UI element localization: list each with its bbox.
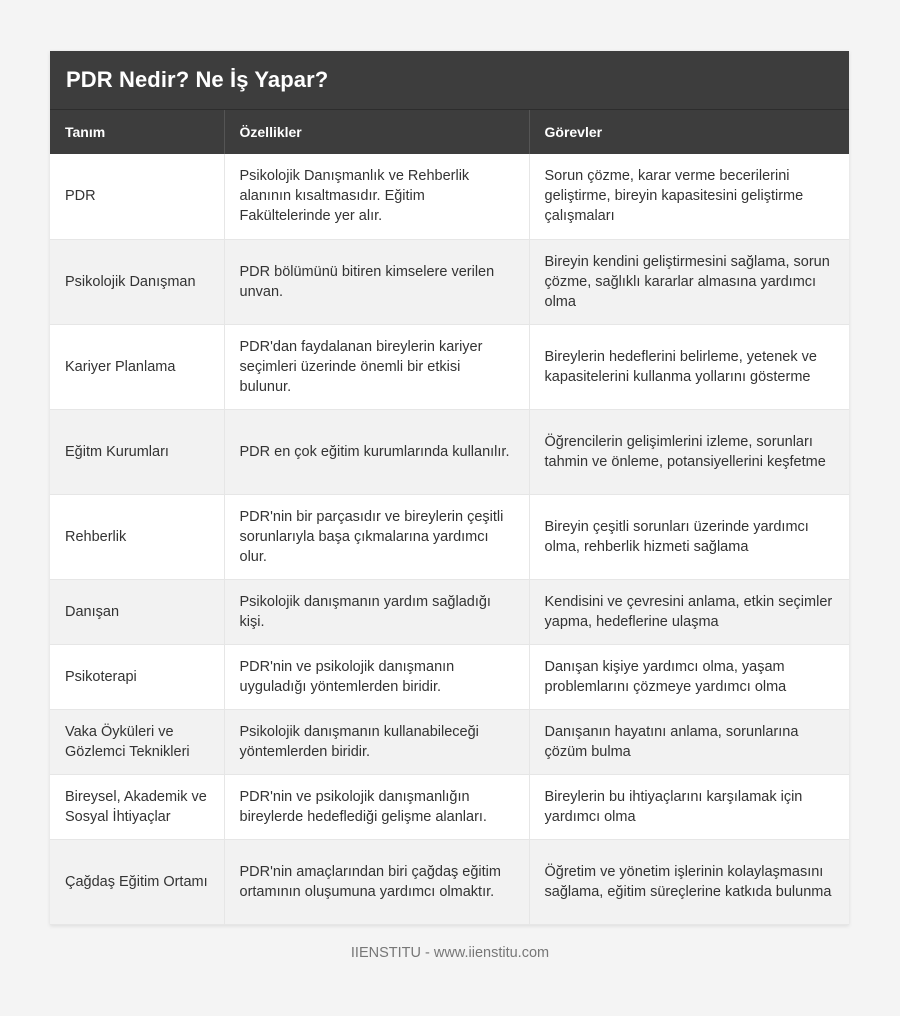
table-card (50, 51, 849, 925)
title-bar (50, 51, 849, 110)
cell-ozellikler: Psikolojik danışmanın yardım sağladığı kişi. (224, 579, 529, 644)
table-row (50, 579, 849, 644)
cell-gorevler: Danışan kişiye yardımcı olma, yaşam problemlarını çözmeye yardımcı olma (529, 644, 849, 709)
cell-tanim: Psikolojik Danışman (50, 239, 224, 324)
table-row (50, 409, 849, 494)
table-header-row (50, 110, 849, 154)
table-row (50, 774, 849, 839)
cell-ozellikler: PDR bölümünü bitiren kimselere verilen unvan. (224, 239, 529, 324)
cell-ozellikler: Psikolojik danışmanın kullanabileceği yöntemlerden biridir. (224, 709, 529, 774)
table-row (50, 644, 849, 709)
cell-gorevler: Sorun çözme, karar verme becerilerini geliştirme, bireyin kapasitesini geliştirme çalışmaları (529, 154, 849, 239)
cell-gorevler: Bireyin çeşitli sorunları üzerinde yardımcı olma, rehberlik hizmeti sağlama (529, 494, 849, 579)
table-row (50, 709, 849, 774)
cell-ozellikler: PDR en çok eğitim kurumlarında kullanılır. (224, 409, 529, 494)
cell-ozellikler: PDR'nin ve psikolojik danışmanlığın bireylerde hedeflediği gelişme alanları. (224, 774, 529, 839)
footer-credit: IIENSTITU - www.iienstitu.com (350, 945, 550, 961)
column-header-tanim: Tanım (50, 110, 224, 154)
cell-tanim: Vaka Öyküleri ve Gözlemci Teknikleri (50, 709, 224, 774)
table-row (50, 494, 849, 579)
data-table (50, 110, 849, 925)
cell-tanim: Çağdaş Eğitim Ortamı (50, 839, 224, 924)
cell-tanim: Danışan (50, 579, 224, 644)
table-row (50, 839, 849, 924)
cell-ozellikler: PDR'nin ve psikolojik danışmanın uyguladığı yöntemlerden biridir. (224, 644, 529, 709)
page-title: PDR Nedir? Ne İş Yapar? (66, 67, 329, 92)
cell-ozellikler: PDR'dan faydalanan bireylerin kariyer seçimleri üzerinde önemli bir etkisi bulunur. (224, 324, 529, 409)
cell-tanim: Rehberlik (50, 494, 224, 579)
cell-tanim: Kariyer Planlama (50, 324, 224, 409)
cell-gorevler: Öğretim ve yönetim işlerinin kolaylaşmasını sağlama, eğitim süreçlerine katkıda bulunma (529, 839, 849, 924)
cell-tanim: PDR (50, 154, 224, 239)
cell-ozellikler: PDR'nin bir parçasıdır ve bireylerin çeşitli sorunlarıyla başa çıkmalarına yardımcı olur. (224, 494, 529, 579)
cell-ozellikler: Psikolojik Danışmanlık ve Rehberlik alanının kısaltmasıdır. Eğitim Fakültelerinde yer alır. (224, 154, 529, 239)
cell-ozellikler: PDR'nin amaçlarından biri çağdaş eğitim ortamının oluşumuna yardımcı olmaktır. (224, 839, 529, 924)
table-row (50, 324, 849, 409)
column-header-gorevler: Görevler (529, 110, 849, 154)
cell-tanim: Eğitm Kurumları (50, 409, 224, 494)
cell-gorevler: Öğrencilerin gelişimlerini izleme, sorunları tahmin ve önleme, potansiyellerini keşfetme (529, 409, 849, 494)
cell-gorevler: Bireylerin hedeflerini belirleme, yetenek ve kapasitelerini kullanma yollarını gösterme (529, 324, 849, 409)
cell-gorevler: Bireylerin bu ihtiyaçlarını karşılamak için yardımcı olma (529, 774, 849, 839)
table-row (50, 239, 849, 324)
cell-gorevler: Danışanın hayatını anlama, sorunlarına çözüm bulma (529, 709, 849, 774)
column-header-ozellikler: Özellikler (224, 110, 529, 154)
table-row (50, 154, 849, 239)
cell-tanim: Psikoterapi (50, 644, 224, 709)
cell-gorevler: Bireyin kendini geliştirmesini sağlama, sorun çözme, sağlıklı kararlar almasına yardımcı olma (529, 239, 849, 324)
cell-tanim: Bireysel, Akademik ve Sosyal İhtiyaçlar (50, 774, 224, 839)
cell-gorevler: Kendisini ve çevresini anlama, etkin seçimler yapma, hedeflerine ulaşma (529, 579, 849, 644)
